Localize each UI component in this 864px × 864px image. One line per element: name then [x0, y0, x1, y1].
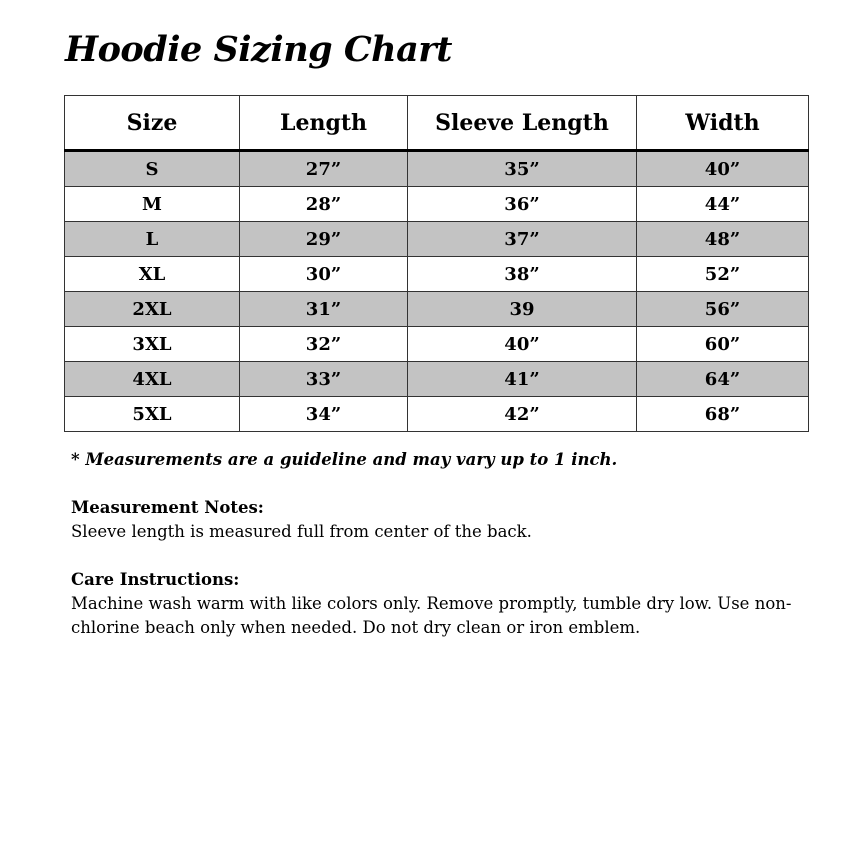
- cell-width: 68”: [637, 397, 809, 432]
- page-title: Hoodie Sizing Chart: [65, 29, 452, 70]
- cell-width: 56”: [637, 292, 809, 327]
- cell-length: 27”: [240, 151, 408, 187]
- cell-width: 40”: [637, 151, 809, 187]
- table-row: [65, 327, 809, 362]
- cell-length: 31”: [240, 292, 408, 327]
- cell-size: 3XL: [65, 327, 240, 362]
- cell-size: L: [65, 222, 240, 257]
- cell-sleeve-length: 42”: [408, 397, 637, 432]
- cell-size: XL: [65, 257, 240, 292]
- table-row: [65, 257, 809, 292]
- measurement-notes-text: Sleeve length is measured full from center of the back.: [71, 522, 532, 541]
- cell-sleeve-length: 37”: [408, 222, 637, 257]
- cell-sleeve-length: 41”: [408, 362, 637, 397]
- cell-length: 29”: [240, 222, 408, 257]
- cell-width: 48”: [637, 222, 809, 257]
- cell-size: 2XL: [65, 292, 240, 327]
- table-body: [65, 151, 809, 432]
- measurement-disclaimer: * Measurements are a guideline and may vary up to 1 inch.: [71, 450, 618, 469]
- table-row: [65, 187, 809, 222]
- cell-length: 34”: [240, 397, 408, 432]
- cell-sleeve-length: 36”: [408, 187, 637, 222]
- care-instructions-heading: Care Instructions:: [71, 570, 240, 589]
- sizing-table: [64, 95, 809, 432]
- cell-sleeve-length: 40”: [408, 327, 637, 362]
- cell-length: 33”: [240, 362, 408, 397]
- table-row: [65, 362, 809, 397]
- cell-length: 28”: [240, 187, 408, 222]
- cell-width: 60”: [637, 327, 809, 362]
- cell-length: 32”: [240, 327, 408, 362]
- cell-sleeve-length: 35”: [408, 151, 637, 187]
- cell-length: 30”: [240, 257, 408, 292]
- header-length: Length: [240, 96, 408, 151]
- table-row: [65, 292, 809, 327]
- header-sleeve-length: Sleeve Length: [408, 96, 637, 151]
- notes-section: [71, 448, 811, 640]
- cell-size: 5XL: [65, 397, 240, 432]
- table-row: [65, 222, 809, 257]
- table-row: [65, 397, 809, 432]
- cell-size: 4XL: [65, 362, 240, 397]
- header-width: Width: [637, 96, 809, 151]
- cell-width: 64”: [637, 362, 809, 397]
- cell-width: 52”: [637, 257, 809, 292]
- cell-width: 44”: [637, 187, 809, 222]
- measurement-notes-heading: Measurement Notes:: [71, 498, 264, 517]
- cell-size: M: [65, 187, 240, 222]
- care-instructions-text: Machine wash warm with like colors only. Remove promptly, tumble dry low. Use non-chlorine beach only when needed. Do not dry clean or iron emblem.: [71, 594, 792, 637]
- table-row: [65, 151, 809, 187]
- header-size: Size: [65, 96, 240, 151]
- cell-size: S: [65, 151, 240, 187]
- table-header-row: [65, 96, 809, 151]
- cell-sleeve-length: 38”: [408, 257, 637, 292]
- cell-sleeve-length: 39: [408, 292, 637, 327]
